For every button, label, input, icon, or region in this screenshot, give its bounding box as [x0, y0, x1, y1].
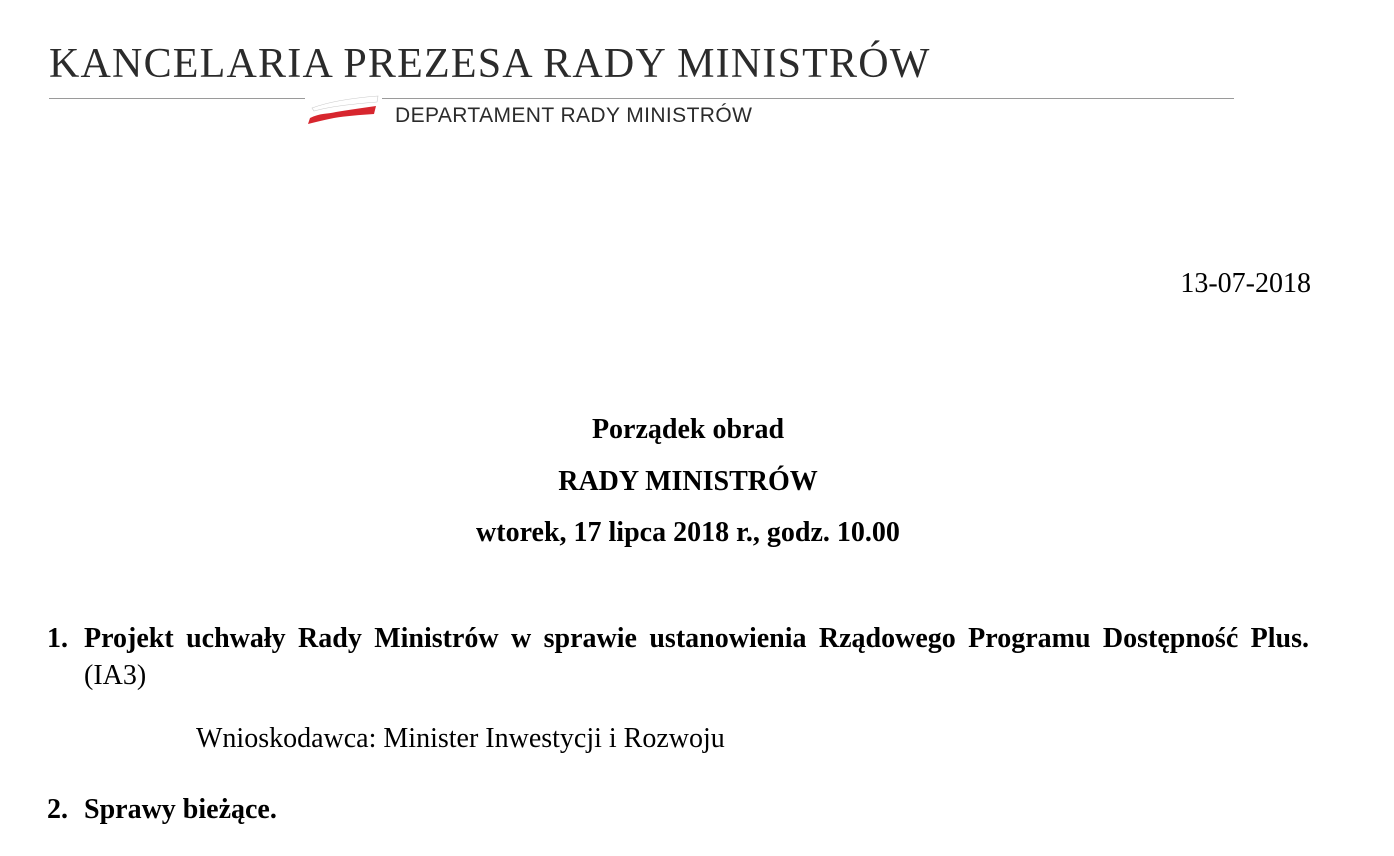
letterhead-rule-left — [49, 98, 305, 99]
agenda-body-name: RADY MINISTRÓW — [558, 466, 818, 497]
document-date: 13-07-2018 — [1180, 268, 1311, 299]
department-name: DEPARTAMENT RADY MINISTRÓW — [395, 104, 753, 127]
letterhead-rule-right — [382, 98, 1234, 99]
agenda-item-text — [84, 620, 1309, 694]
polish-flag-logo-icon — [306, 94, 380, 126]
agenda-item-number: 2. — [47, 794, 68, 825]
organization-name: KANCELARIA PREZESA RADY MINISTRÓW — [49, 41, 931, 87]
agenda-item-proposer: Wnioskodawca: Minister Inwestycji i Rozwoju — [196, 723, 725, 754]
agenda-item — [47, 791, 277, 828]
agenda-item-title: Projekt uchwały Rady Ministrów w sprawie ustanowienia Rządowego Programu Dostępność Plus. — [84, 623, 1309, 654]
agenda-item-title: Sprawy bieżące. — [84, 794, 277, 825]
agenda-title: Porządek obrad — [591, 414, 785, 445]
agenda-item-number: 1. — [47, 623, 68, 654]
agenda-item-code: (IA3) — [84, 660, 147, 691]
meeting-datetime: wtorek, 17 lipca 2018 r., godz. 10.00 — [476, 517, 900, 548]
letterhead — [0, 0, 1394, 140]
agenda-item — [47, 620, 1309, 694]
